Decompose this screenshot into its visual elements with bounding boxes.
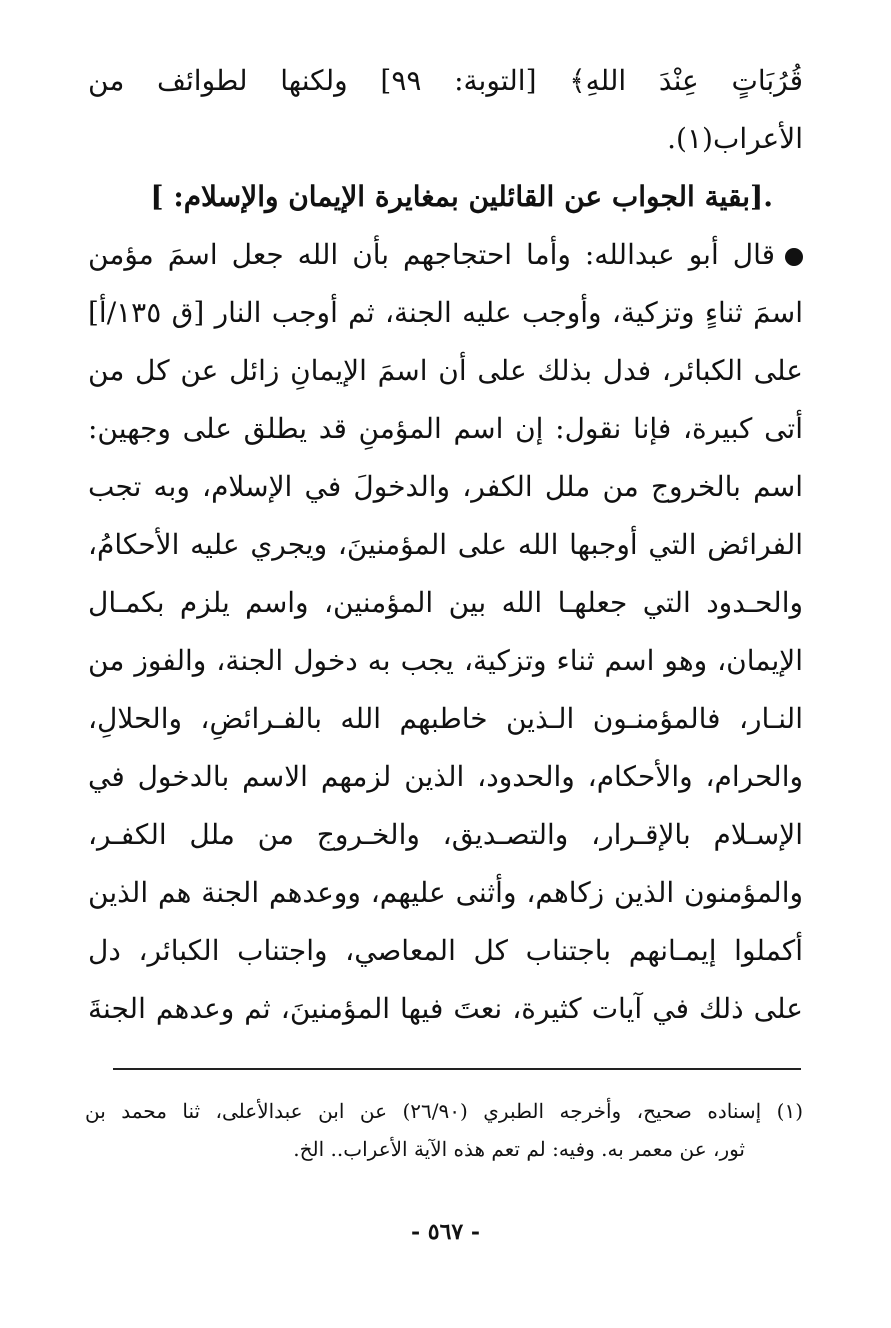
text-line: على ذلك في آيات كثيرة، نعتَ فيها المؤمنينَ، ثم وعدهم الجنةَ <box>88 992 803 1025</box>
text-line: أكملوا إيمـانهم باجتناب كل المعاصي، واجتناب الكبائر، دل <box>88 934 803 967</box>
text-line: اسم بالخروج من ملل الكفر، والدخولَ في الإسلام، وبه تجب <box>88 470 803 503</box>
section-heading: .[بقية الجواب عن القائلين بمغايرة الإيمان والإسلام: ] <box>150 180 773 213</box>
text-line: اسمَ ثناءٍ وتزكية، وأوجب عليه الجنة، ثم أوجب النار [ق ١٣٥/أ] <box>88 296 803 329</box>
text-line: الفرائض التي أوجبها الله على المؤمنينَ، ويجري عليه الأحكامُ، <box>88 528 803 561</box>
text-line: قُرُبَاتٍ عِنْدَ اللهِ﴾ [التوبة: ٩٩] ولكنها لطوائف من <box>88 64 803 97</box>
main-text <box>88 52 803 1038</box>
paragraph-opening: قال أبو عبدالله: وأما احتجاجهم بأن الله جعل اسمَ مؤمن <box>88 238 775 271</box>
page-number: - ٥٦٧ - <box>410 1219 481 1245</box>
text-line: النـار، فالمؤمنـون الـذين خاطبهم الله بالفـرائضِ، والحلالِ، <box>88 702 803 735</box>
text-line <box>88 226 803 284</box>
text-line: والمؤمنون الذين زكاهم، وأثنى عليهم، ووعدهم الجنة هم الذين <box>88 876 803 909</box>
bullet-icon <box>785 248 803 266</box>
text-line: على الكبائر، فدل بذلك على أن اسمَ الإيمانِ زائل عن كل من <box>88 354 803 387</box>
footnote-line: (١) إسناده صحيح، وأخرجه الطبري (٢٦/٩٠) عن ابن عبدالأعلى، ثنا محمد بن <box>85 1099 803 1123</box>
footnotes <box>85 1092 803 1168</box>
text-line: الإسـلام بالإقـرار، والتصـديق، والخـروج من ملل الكفـر، <box>88 818 803 851</box>
text-line: والحرام، والأحكام، والحدود، الذين لزمهم الاسم بالدخول في <box>88 760 803 793</box>
text-line: الأعراب(١). <box>667 122 803 155</box>
footnote-line: ثور، عن معمر به. وفيه: لم تعم هذه الآية الأعراب.. الخ. <box>293 1137 745 1161</box>
text-line: الإيمان، وهو اسم ثناء وتزكية، يجب به دخول الجنة، والفوز من <box>88 644 803 677</box>
text-line: والحـدود التي جعلهـا الله بين المؤمنين، واسم يلزم بكمـال <box>88 586 803 619</box>
text-line: أتى كبيرة، فإنا نقول: إن اسم المؤمنِ قد يطلق على وجهين: <box>88 412 803 445</box>
footnote-divider <box>113 1068 801 1070</box>
